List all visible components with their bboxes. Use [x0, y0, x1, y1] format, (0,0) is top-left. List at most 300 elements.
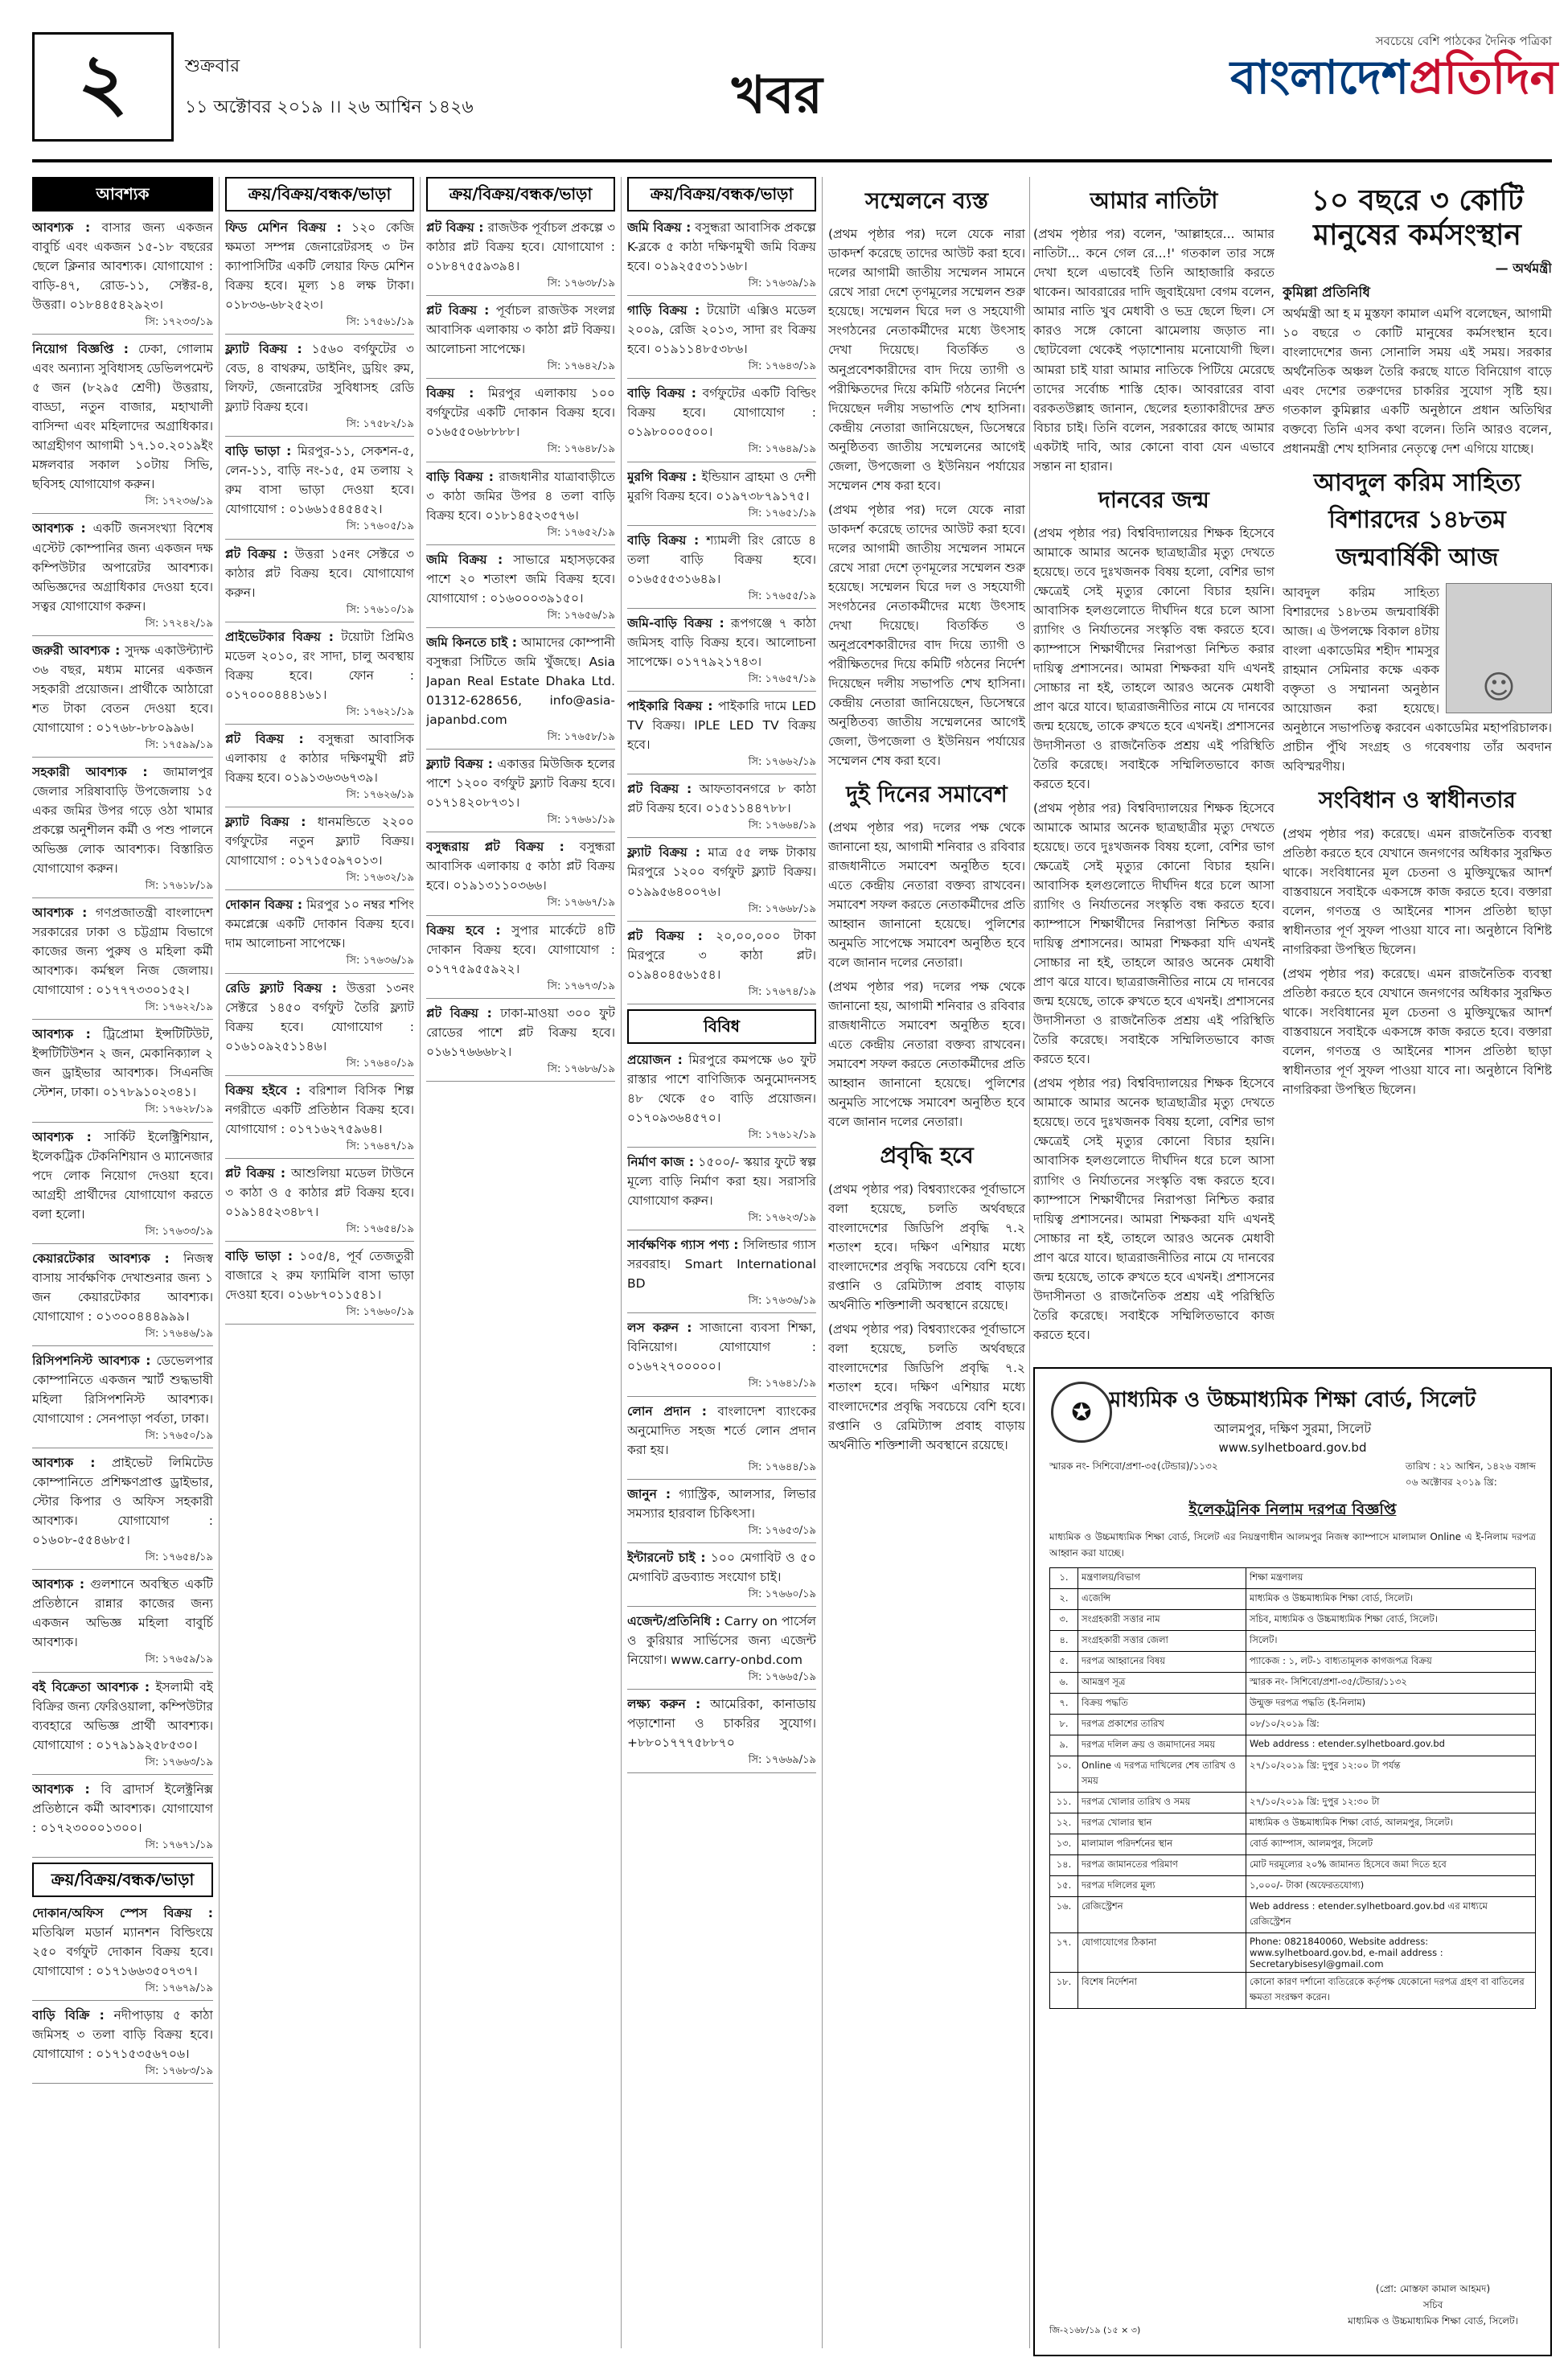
column-divider [1029, 177, 1030, 2348]
ad-ref: সি: ১৭৬৫৫/১৯ [748, 589, 816, 602]
ad-title: ফ্ল্যাট বিক্রয় : [627, 845, 700, 860]
ad-text: ডেভেলপার কোম্পানিতে একজন স্মার্ট শুদ্ধভাষী মহিলা রিসিপশনিস্ট আবশ্যক। যোগাযোগ : সেনপাড়া পর্বতা, ঢাকা। [32, 1353, 213, 1427]
classified-ad [627, 843, 816, 921]
classified-ad [32, 641, 213, 758]
notice-cell: ৫. [1050, 1652, 1078, 1673]
ad-text: রাজউক পূর্বাচল প্রকল্পে ৩ কাঠার প্লট বিক্রয় হবে। যোগাযোগ : ০১৮৪৭৫৫৯৩৯৪। [426, 220, 615, 274]
ad-text: প্রাইভেট লিমিটেড কোম্পানিতে প্রশিক্ষণপ্রাপ্ত ড্রাইভার, স্টোর কিপার ও অফিস সহকারী আবশ্যক। যোগাযোগ : ০১৬০৮-৫৫৪৬৮৫। [32, 1456, 213, 1548]
notice-row [1050, 1756, 1536, 1793]
ad-text: গণপ্রজাতন্ত্রী বাংলাদেশ সরকারের ঢাকা ও চট্টগ্রাম বিভাগে কাজের জন্য পুরুষ ও মহিলা কর্মী আবশ্যক। কর্মস্থল নিজ জেলায়। যোগাযোগ : ০১৭৭৭৩৩০১৫২। [32, 906, 213, 998]
classified-ad [32, 519, 213, 635]
classified-ad [225, 812, 414, 890]
notice-cell: Phone: 0821840060, Website address: www.sylhetboard.gov.bd, e-mail address : Secretarybisesyl@gmail.com [1246, 1933, 1536, 1973]
page-number: ২ [32, 32, 174, 142]
ad-ref: সি: ১৭৬৭৪/১৯ [748, 985, 816, 998]
article-body: (প্রথম পৃষ্ঠার পর) দলে যেকে নারা ডাকদর্শ করেছে তাদের আউট করা হবে। দলের আগামী জাতীয় সম্মেলন সামনে রেখে সারা দেশে তৃণমূলের সম্মেলন শুরু হয়েছে। সম্মেলন ঘিরে দল ও সহযোগী সংগঠনের নেতাকর্মীদের মধ্যে উৎসাহ দেখা দিয়েছে। বিতর্কিত ও অনুপ্রবেশকারীদের বাদ দিয়ে ত্যাগী ও পরীক্ষিতদের দিয়ে কমিটি গঠনের নির্দেশ দিয়েছেন দলীয় সভাপতি শেখ হাসিনা। কেন্দ্রীয় নেতারা জানিয়েছেন, ডিসেম্বরে অনুষ্ঠিতব্য জাতীয় সম্মেলনের আগেই জেলা, উপজেলা ও ইউনিয়ন পর্যায়ের সম্মেলন শেষ করা হবে। [828, 227, 1025, 493]
ad-title: বাড়ি বিক্রয় : [426, 469, 494, 484]
category-heading: ক্রয়/বিক্রয়/বন্ধক/ভাড়া [32, 1863, 213, 1897]
ad-text: বর্গফুটের একটি বিল্ডিং বিক্রয় হবে। যোগাযোগ : ০১৯৮০০০৫০০। [627, 386, 816, 440]
article-headline: প্রবৃদ্ধি হবে [880, 1142, 974, 1169]
ad-text: টয়োটা এক্সিও মডেল ২০০৯, রেজি ২০১৩, সাদা রং বিক্রয় হবে। ০১৯১১৪৮৫৩৮৬। [627, 303, 816, 357]
classified-ad [225, 544, 414, 622]
tender-notice [1033, 1367, 1552, 2356]
ad-ref: সি: ১৭৫৮২/১৯ [346, 418, 414, 431]
notice-cell: দরপত্র আহ্বানের বিষয় [1078, 1652, 1246, 1673]
ad-text: ২০,০০,০০০ টাকা মিরপুরে ৩ কাঠা প্লট। ০১৯৪০৪৫৬১৫৪। [627, 928, 816, 982]
ad-text: সাভারে মহাসড়কের পাশে ২০ শতাংশ জমি বিক্রয় হবে। যোগাযোগ : ০১৬০০০৩৯১৫০। [426, 552, 615, 606]
news-column-1 [828, 177, 1025, 2348]
notice-cell: দরপত্র জামানতের পরিমাণ [1078, 1855, 1246, 1876]
notice-cell: সিলেট। [1246, 1631, 1536, 1652]
notice-cell: মন্ত্রণালয়/বিভাগ [1078, 1568, 1246, 1589]
ad-ref: সি: ১৭৬৬৫/১৯ [748, 1671, 816, 1684]
ad-text: বসুন্ধরা আবাসিক এলাকায় ৫ কাঠার দক্ষিণমুখী প্লট বিক্রয় হবে। ০১৯১৩৬৩৬৭৩৯। [225, 732, 414, 786]
notice-row [1050, 1694, 1536, 1715]
ad-title: প্রয়োজন : [627, 1052, 683, 1067]
notice-cell: Online এ দরপত্র দাখিলের শেষ তারিখ ও সময় [1078, 1756, 1246, 1793]
notice-cell: মাধ্যমিক ও উচ্চমাধ্যমিক শিক্ষা বোর্ড, সিলেট। [1246, 1589, 1536, 1610]
notice-cell: রেজিস্ট্রেশন [1078, 1897, 1246, 1933]
ad-ref: সি: ১৭৬২৮/১৯ [145, 1103, 213, 1116]
article-body: (প্রথম পৃষ্ঠার পর) বিশ্ববিদ্যালয়ের শিক্ষক হিসেবে আমাকে আমার অনেক ছাত্রছাত্রীর মৃত্যু দেখতে হয়েছে। তবে দুঃখজনক বিষয় হলো, বেশির ভাগ ক্ষেত্রেই সেই মৃত্যুর কোনো বিচার হয়নি। আবাসিক হলগুলোতে দীর্ঘদিন ধরে চলে আসা র‌্যাগিং ও নির্যাতনের সংস্কৃতি বন্ধ করতে হবে। ক্যাম্পাসে শিক্ষার্থীদের নিরাপত্তা নিশ্চিত করার দায়িত্ব প্রশাসনের। আমরা শিক্ষকরা যদি এখনই সোচ্চার না হই, তাহলে আরও অনেক মেধাবী প্রাণ ঝরে যাবে। ছাত্ররাজনীতির নামে যে দানবের জন্ম হয়েছে, তাকে রুখতে হবে এখনই। প্রশাসনের উদাসীনতা ও রাজনৈতিক প্রশ্রয় এই পরিস্থিতি তৈরি করেছে। সবাইকে সম্মিলিতভাবে কাজ করতে হবে। [1033, 801, 1275, 1067]
classified-ad [426, 921, 615, 999]
notice-cell: ১৭. [1050, 1933, 1078, 1973]
classified-ad [225, 1081, 414, 1159]
ad-title: ফ্ল্যাট বিক্রয় : [225, 342, 302, 357]
ad-ref: সি: ১৭২৩৬/১৯ [145, 495, 213, 508]
article-body: (প্রথম পৃষ্ঠার পর) করেছে। এমন রাজনৈতিক ব্যবস্থা প্রতিষ্ঠা করতে হবে যেখানে জনগণের অধিকার সুরক্ষিত থাকে। সংবিধানের মূল চেতনা ও মুক্তিযুদ্ধের আদর্শ বাস্তবায়নে সবাইকে একসঙ্গে কাজ করতে হবে। বক্তারা বলেন, গণতন্ত্র ও আইনের শাসন প্রতিষ্ঠা ছাড়া স্বাধীনতার পূর্ণ সুফল পাওয়া যাবে না। অনুষ্ঠানে বিশিষ্ট নাগরিকরা উপস্থিত ছিলেন। [1283, 826, 1552, 957]
notice-cell: ০৮/১০/২০১৯ খ্রি: [1246, 1715, 1536, 1735]
ad-title: বাড়ি বিক্রয় : [627, 532, 700, 548]
notice-cell: সচিব, মাধ্যমিক ও উচ্চমাধ্যমিক শিক্ষা বোর্ড, সিলেট। [1246, 1610, 1536, 1631]
notice-cell: বিশেষ নির্দেশনা [1078, 1973, 1246, 2009]
classified-ad [32, 1025, 213, 1122]
ad-title: গাড়ি বিক্রয় : [627, 303, 700, 318]
ad-title: প্রাইভেটকার বিক্রয় : [225, 629, 334, 644]
classified-ad [627, 1050, 816, 1148]
ad-text: উত্তরা ১৫নং সেক্টরে ৩ কাঠার প্লট বিক্রয় হবে। যোগাযোগ করুন। [225, 546, 414, 600]
ad-ref: সি: ১৭৬৩৮/১৯ [547, 277, 615, 290]
ad-text: ঢাকা-মাওয়া ৩০০ ফুট রোডের পাশে প্লট বিক্রয় হবে। ০১৬১৭৬৬৬৮২। [426, 1005, 615, 1059]
ad-title: বাড়ি ভাড়া : [225, 1249, 293, 1264]
ad-ref: সি: ১৭৬৪১/১৯ [748, 1378, 816, 1390]
classified-column-4 [627, 177, 816, 2348]
classified-ad [627, 1318, 816, 1396]
ad-title: প্লট বিক্রয় : [225, 732, 304, 747]
classified-ad [426, 1004, 615, 1082]
ad-text: আমাদের কোম্পানী বসুন্ধরা সিটিতে জমি খুঁজছে। Asia Japan Real Estate Dhaka Ltd. 01312-628656, info@asia-japanbd.com [426, 635, 615, 727]
ad-title: এজেন্ট/প্রতিনিধি : [627, 1614, 720, 1629]
classified-ad [225, 218, 414, 335]
ad-title: প্লট বিক্রয় : [426, 1005, 492, 1021]
ad-text: বরিশাল বিসিক শিল্প নগরীতে একটি প্রতিষ্ঠান বিক্রয় হবে। যোগাযোগ : ০১৭১৬২৭৫৯৬৪। [225, 1082, 414, 1136]
ad-text: মিরপুর ১০ নম্বর শপিং কমপ্লেক্সে একটি দোকান বিক্রয় হবে। দাম আলোচনা সাপেক্ষে। [225, 897, 414, 951]
article-headline: আবদুল করিম সাহিত্য বিশারদের ১৪৮তম জন্মবার্ষিকী আজ [1313, 468, 1521, 572]
ad-ref: সি: ১৭৬৪৪/১৯ [748, 1460, 816, 1473]
ad-ref: সি: ১৭৬৪০/১৯ [346, 1057, 414, 1070]
ad-text: ১২০ কেজি ক্ষমতা সম্পন্ন জেনারেটরসহ ৩ টন ক্যাপাসিটির একটি লেয়ার ফিড মেশিন বিক্রয় হবে। মূল্য ১৪ লক্ষ টাকা। ০১৮৩৬-৬৮২৫২৩। [225, 220, 414, 313]
ad-ref: সি: ১৭৬৪৯/১৯ [748, 443, 816, 456]
ad-text: মিরপুর-১১, সেকশন-৫, লেন-১১, বাড়ি নং-১৫, ৫ম তলায় ২ রুম বাসা ভাড়া দেওয়া হবে। যোগাযোগ : ০১৬৬১৫৪৫৪৫২। [225, 444, 414, 517]
ad-ref: সি: ১৭৬৮৬/১৯ [547, 1062, 615, 1075]
article-headline: দুই দিনের সমাবেশ [846, 780, 1008, 807]
column-divider [219, 177, 220, 2348]
notice-cell: Web address : etender.sylhetboard.gov.bd [1246, 1735, 1536, 1756]
notice-cell: ১১. [1050, 1793, 1078, 1813]
article-headline: সম্মেলনে ব্যস্ত [865, 187, 988, 214]
classified-ad [627, 384, 816, 462]
notice-cell: কোনো কারণ দর্শানো ব্যতিরেকে কর্তৃপক্ষ যেকোনো দরপত্র গ্রহণ বা বাতিলের ক্ষমতা সংরক্ষণ করেন। [1246, 1973, 1536, 2009]
classified-ad [225, 979, 414, 1076]
notice-cell: ৭. [1050, 1694, 1078, 1715]
ad-text: সার্কিট ইলেক্ট্রিশিয়ান, ইলেকট্রিক টেকনিশিয়ান ও ম্যানেজার পদে লোক নিয়োগ দেওয়া হবে। আগ্রহী প্রার্থীদের যোগাযোগ করতে বলা হলো। [32, 1129, 213, 1222]
ad-text: শ্যামলী রিং রোডে ৪ তলা বাড়ি বিক্রয় হবে। ০১৬৫৫৫৩১৬৪৯। [627, 532, 816, 586]
ad-ref: সি: ১৭৬৬২/১৯ [748, 756, 816, 769]
classified-ad [426, 301, 615, 379]
ad-ref: সি: ১৭৬১২/১৯ [748, 1128, 816, 1141]
classified-column-3 [426, 177, 615, 2348]
notice-signature: (প্রো: মোস্তফা কামাল আহমদ) সচিব মাধ্যমিক ও উচ্চমাধ্যমিক শিক্ষা বোর্ড, সিলেট। [1348, 2283, 1518, 2327]
page-header [32, 16, 1558, 169]
classified-ad [627, 1152, 816, 1230]
ad-title: বাড়ি ভাড়া : [225, 444, 292, 459]
notice-cell: দরপত্র খোলার স্থান [1078, 1813, 1246, 1834]
notice-cell: ১,০০০/- টাকা (অফেরতযোগ্য) [1246, 1876, 1536, 1897]
classified-ad [225, 1164, 414, 1242]
classified-ad [32, 1453, 213, 1570]
ad-text: পাইকারি দামে LED TV বিক্রয়। IPLE LED TV বিক্রয় হবে। [627, 699, 816, 753]
article-body: (প্রথম পৃষ্ঠার পর) বিশ্ববিদ্যালয়ের শিক্ষক হিসেবে আমাকে আমার অনেক ছাত্রছাত্রীর মৃত্যু দেখতে হয়েছে। তবে দুঃখজনক বিষয় হলো, বেশির ভাগ ক্ষেত্রেই সেই মৃত্যুর কোনো বিচার হয়নি। আবাসিক হলগুলোতে দীর্ঘদিন ধরে চলে আসা র‌্যাগিং ও নির্যাতনের সংস্কৃতি বন্ধ করতে হবে। ক্যাম্পাসে শিক্ষার্থীদের নিরাপত্তা নিশ্চিত করার দায়িত্ব প্রশাসনের। আমরা শিক্ষকরা যদি এখনই সোচ্চার না হই, তাহলে আরও অনেক মেধাবী প্রাণ ঝরে যাবে। ছাত্ররাজনীতির নামে যে দানবের জন্ম হয়েছে, তাকে রুখতে হবে এখনই। প্রশাসনের উদাসীনতা ও রাজনৈতিক প্রশ্রয় এই পরিস্থিতি তৈরি করেছে। সবাইকে সম্মিলিতভাবে কাজ করতে হবে। [1033, 1076, 1275, 1342]
notice-row [1050, 1793, 1536, 1813]
notice-row [1050, 1897, 1536, 1933]
ad-title: ফ্ল্যাট বিক্রয় : [225, 815, 306, 830]
notice-row [1050, 1834, 1536, 1855]
ad-text: টয়োটা প্রিমিও মডেল ২০১০, রং সাদা, চালু অবস্থায় বিক্রয় হবে। ফোন : ০১৭০০০৪৪৪১৬১। [225, 629, 414, 702]
ad-text: বাংলাদেশ ব্যাংকের অনুমোদিত সহজ শর্তে লোন প্রদান করা হয়। [627, 1403, 816, 1457]
news-column-3 [1283, 177, 1552, 1359]
notice-cell: দরপত্র দলিলের মূল্য [1078, 1876, 1246, 1897]
ad-title: নির্মাণ কাজ : [627, 1155, 695, 1170]
ad-title: জমি বিক্রয় : [426, 552, 503, 567]
notice-cell: স্মারক নং- সিশিবো/প্রশা-৩৫/টেন্ডার/১১৩২ [1246, 1673, 1536, 1694]
notice-cell: ২. [1050, 1589, 1078, 1610]
classified-ad [426, 550, 615, 628]
ad-title: প্লট বিক্রয় : [225, 1165, 286, 1181]
classified-ad [627, 926, 816, 1004]
classified-ad [32, 1780, 213, 1858]
classified-ad [225, 339, 414, 437]
ad-text: ইন্ডিয়ান ব্রাহমা ও দেশী মুরগি বিক্রয় হবে। ০১৯৭৩৮৭৯১৭৫। [627, 469, 816, 503]
notice-row [1050, 1568, 1536, 1589]
ad-title: প্লট বিক্রয় : [627, 928, 703, 943]
classified-column-2 [225, 177, 414, 2348]
ad-text: বসুন্ধরা আবাসিক প্রকল্পে K-ব্লকে ৫ কাঠা দক্ষিণমুখী জমি বিক্রয় হবে। ০১৯২৫৫৩১১৬৮। [627, 220, 816, 274]
notice-row [1050, 1855, 1536, 1876]
classified-ad [426, 633, 615, 750]
classified-ad [627, 779, 816, 838]
ad-title: আবশ্যক : [32, 906, 88, 921]
ad-title: রিসিপশনিস্ট আবশ্যক : [32, 1353, 151, 1368]
ad-ref: সি: ১৭৬২৬/১৯ [346, 789, 414, 802]
classified-ad [225, 1247, 414, 1325]
notice-cell: ১৮. [1050, 1973, 1078, 2009]
ad-text: ১০৫/৪, পূর্ব তেজতুরী বাজারে ২ রুম ফ্যামিলি বাসা ভাড়া দেওয়া হবে। ০১৬৮৭০১১৫৪১। [225, 1249, 414, 1303]
ad-title: ইন্টারনেট চাই : [627, 1550, 706, 1565]
ad-title: আবশ্যক : [32, 1456, 96, 1471]
ad-title: পাইকারি বিক্রয় : [627, 699, 713, 714]
ad-text: সিলিন্ডার গ্যাস সরবরাহ। Smart International BD [627, 1238, 816, 1292]
notice-cell: শিক্ষা মন্ত্রণালয় [1246, 1568, 1536, 1589]
ad-title: বসুন্ধরায় প্লট বিক্রয় : [426, 840, 564, 855]
ad-ref: সি: ১৭৬৩৩/১৯ [145, 1225, 213, 1238]
ad-title: লোন প্রদান : [627, 1403, 707, 1419]
notice-cell: বোর্ড ক্যাম্পাস, আলমপুর, সিলেট [1246, 1834, 1536, 1855]
ad-title: জমি কিনতে চাই : [426, 635, 518, 650]
notice-cell: ১৫. [1050, 1876, 1078, 1897]
classified-ad [627, 1694, 816, 1772]
notice-row [1050, 1933, 1536, 1973]
notice-cell: আমন্ত্রণ সূত্র [1078, 1673, 1246, 1694]
notice-row [1050, 1652, 1536, 1673]
ad-title: বাড়ি বিক্রয় : [627, 386, 697, 401]
ad-text: নদীপাড়ায় ৫ কাঠা জমিসহ ৩ তলা বাড়ি বিক্রয় হবে। যোগাযোগ : ০১৭১৫৩৫৬৭০৬। [32, 2008, 213, 2062]
notice-cell: ৬. [1050, 1673, 1078, 1694]
ad-ref: সি: ১৭৬৪৩/১৯ [748, 360, 816, 373]
ad-title: বই বিক্রেতা আবশ্যক : [32, 1679, 150, 1694]
ad-ref: সি: ১৭৬৪৬/১৯ [145, 1327, 213, 1340]
ad-title: রেডি ফ্ল্যাট বিক্রয় : [225, 980, 337, 996]
ad-ref: সি: ১৭৬১৮/১৯ [145, 880, 213, 893]
ad-ref: সি: ১৭৬২১/১৯ [346, 705, 414, 718]
ad-title: সহকারী আবশ্যক : [32, 764, 148, 779]
notice-intro: মাধ্যমিক ও উচ্চমাধ্যমিক শিক্ষা বোর্ড, সিলেট এর নিয়ন্ত্রণাধীন আলমপুর নিজস্ব ক্যাম্পাসে মালামাল Online এ ই-নিলাম দরপত্র আহ্বান করা যাচ্ছে। [1049, 1531, 1536, 1559]
notice-cell: সংগ্রহকারী সত্তার জেলা [1078, 1631, 1246, 1652]
article-body: (প্রথম পৃষ্ঠার পর) বিশ্বব্যাংকের পূর্বাভাসে বলা হয়েছে, চলতি অর্থবছরে বাংলাদেশের জিডিপি প্রবৃদ্ধি ৭.২ শতাংশ হবে। দক্ষিণ এশিয়ার মধ্যে বাংলাদেশের প্রবৃদ্ধি সবচেয়ে বেশি হবে। রপ্তানি ও রেমিট্যান্স প্রবাহ বাড়ায় অর্থনীতি শক্তিশালী অবস্থানে রয়েছে। [828, 1181, 1025, 1312]
ad-ref: সি: ১৭৬৫২/১৯ [547, 526, 615, 539]
ad-ref: সি: ১৭৫৯৯/১৯ [145, 738, 213, 751]
classified-ad [32, 1575, 213, 1672]
ad-ref: সি: ১৭৬৭১/১৯ [145, 1838, 213, 1851]
notice-ref-no: স্মারক নং- সিশিবো/প্রশা-৩৫(টেন্ডার)/১১৩২ [1049, 1460, 1218, 1472]
ad-text: পূর্বাচল রাজউক সংলগ্ন আবাসিক এলাকায় ৩ কাঠা প্লট বিক্রয়। আলোচনা সাপেক্ষে। [426, 303, 615, 357]
notice-table [1049, 1567, 1536, 2009]
classified-ad [627, 467, 816, 526]
article-body: (প্রথম পৃষ্ঠার পর) বিশ্ববিদ্যালয়ের শিক্ষক হিসেবে আমাকে আমার অনেক ছাত্রছাত্রীর মৃত্যু দেখতে হয়েছে। তবে দুঃখজনক বিষয় হলো, বেশির ভাগ ক্ষেত্রেই সেই মৃত্যুর কোনো বিচার হয়নি। আবাসিক হলগুলোতে দীর্ঘদিন ধরে চলে আসা র‌্যাগিং ও নির্যাতনের সংস্কৃতি বন্ধ করতে হবে। ক্যাম্পাসে শিক্ষার্থীদের নিরাপত্তা নিশ্চিত করার দায়িত্ব প্রশাসনের। আমরা শিক্ষকরা যদি এখনই সোচ্চার না হই, তাহলে আরও অনেক মেধাবী প্রাণ ঝরে যাবে। ছাত্ররাজনীতির নামে যে দানবের জন্ম হয়েছে, তাকে রুখতে হবে এখনই। প্রশাসনের উদাসীনতা ও রাজনৈতিক প্রশ্রয় এই পরিস্থিতি তৈরি করেছে। সবাইকে সম্মিলিতভাবে কাজ করতে হবে। [1033, 525, 1275, 792]
ad-title: বিক্রয় হবে : [426, 922, 501, 938]
ad-ref: সি: ১৭৬৬৩/১৯ [145, 1756, 213, 1768]
article-body: (প্রথম পৃষ্ঠার পর) করেছে। এমন রাজনৈতিক ব্যবস্থা প্রতিষ্ঠা করতে হবে যেখানে জনগণের অধিকার সুরক্ষিত থাকে। সংবিধানের মূল চেতনা ও মুক্তিযুদ্ধের আদর্শ বাস্তবায়নে সবাইকে একসঙ্গে কাজ করতে হবে। বক্তারা বলেন, গণতন্ত্র ও আইনের শাসন প্রতিষ্ঠা ছাড়া স্বাধীনতার পূর্ণ সুফল পাওয়া যাবে না। অনুষ্ঠানে বিশিষ্ট নাগরিকরা উপস্থিত ছিলেন। [1283, 966, 1552, 1097]
category-heading: ক্রয়/বিক্রয়/বন্ধক/ভাড়া [225, 177, 414, 212]
ad-text: আফতাবনগরে ৮ কাঠা প্লট বিক্রয় হবে। ০১৫১১৪৪৭৮৮। [627, 782, 816, 816]
classified-ad [32, 1904, 213, 2001]
notice-cell: ৯. [1050, 1735, 1078, 1756]
ad-text: সাজানো ব্যবসা শিক্ষা, বিনিয়োগ। যোগাযোগ : ০১৬৭২৭০০০০০। [627, 1320, 816, 1374]
notice-cell: এজেন্সি [1078, 1589, 1246, 1610]
ad-title: লস করুন : [627, 1320, 692, 1336]
ad-ref: সি: ১৭৬৫৬/১৯ [547, 609, 615, 622]
ad-ref: সি: ১৭৬৫০/১৯ [145, 1430, 213, 1443]
notice-cell: ২৭/১০/২০১৯ খ্রি: দুপুর ১২:৩০ টা [1246, 1793, 1536, 1813]
notice-ref-row [1049, 1460, 1536, 1492]
news-column-2 [1033, 177, 1275, 1359]
ad-text: গ্যাস্ট্রিক, আলসার, লিভার সমস্যার হারবাল চিকিৎসা। [627, 1486, 816, 1521]
ad-text: বাসার জন্য একজন বাবুর্চি এবং একজন ১৫-১৮ বছরের ছেলে ক্লিনার আবশ্যক। যোগাযোগ : বাড়ি-৪৭, রোড-১১, সেক্টর-৪, উত্তরা। ০১৮৪৪৫৪২৯২৩। [32, 220, 213, 313]
article-place: কুমিল্লা প্রতিনিধি [1283, 285, 1370, 302]
classified-ad [32, 1351, 213, 1448]
classified-column-1 [32, 177, 213, 2348]
ad-text: ইসলামী বই বিক্রির জন্য ফেরিওয়ালা, কম্পিউটার ব্যবহারে অভিজ্ঞ প্রার্থী আবশ্যক। যোগাযোগ : ০১৭৯১৯২৫৮৫৩০। [32, 1679, 213, 1752]
classified-ad [32, 1249, 213, 1346]
ad-title: জমি-বাড়ি বিক্রয় : [627, 615, 724, 630]
date-label: ১১ অক্টোবর ২০১৯ ।। ২৬ আশ্বিন ১৪২৬ [185, 97, 474, 117]
notice-cell: ১৪. [1050, 1855, 1078, 1876]
masthead [1230, 32, 1558, 105]
article-headline: ১০ বছরে ৩ কোটি মানুষের কর্মসংস্থান [1311, 184, 1524, 253]
ad-text: ১০০ মেগাবিট ও ৫০ মেগাবিট ব্রডব্যান্ড সংযোগ চাই। [627, 1550, 816, 1584]
classified-ad [627, 1485, 816, 1543]
classified-ad [627, 1612, 816, 1690]
ad-title: জরুরী আবশ্যক : [32, 643, 121, 658]
classified-ad [32, 762, 213, 898]
notice-cell: ১. [1050, 1568, 1078, 1589]
classified-ad [32, 339, 213, 514]
ad-title: নিয়োগ বিজ্ঞপ্তি : [32, 342, 129, 357]
article-headline: আমার নাতিটা [1090, 187, 1218, 214]
ad-ref: সি: ১৭৬৬০/১৯ [748, 1588, 816, 1600]
notice-cell: ২৭/১০/২০১৯ খ্রি: দুপুর ১২:০০ টা পর্যন্ত [1246, 1756, 1536, 1793]
classified-ad [627, 531, 816, 609]
notice-cell: প্যাকেজ : ১, লট-১ বাধ্যতামূলক কাগজপত্র বিক্রয় [1246, 1652, 1536, 1673]
ad-ref: সি: ১৭৬৭৩/১৯ [547, 980, 615, 992]
ad-title: আবশ্যক : [32, 1577, 85, 1592]
classified-ad [32, 903, 213, 1020]
ad-ref: সি: ১৭৬৫৭/১৯ [748, 672, 816, 685]
ad-text: গুলশানে অবস্থিত একটি প্রতিষ্ঠানে রান্নার কাজের জন্য একজন অভিজ্ঞ মহিলা বাবুর্চি আবশ্যক। [32, 1577, 213, 1650]
notice-row [1050, 1735, 1536, 1756]
notice-row [1050, 1610, 1536, 1631]
ad-title: আবশ্যক : [32, 521, 86, 536]
notice-cell: ১০. [1050, 1756, 1078, 1793]
classified-ad [225, 895, 414, 973]
ad-text: ধানমন্ডিতে ২২০০ বর্গফুটের নতুন ফ্ল্যাট বিক্রয়। যোগাযোগ : ০১৭১৫০৯৭০১৩। [225, 815, 414, 869]
ad-title: বিক্রয় হইবে : [225, 1082, 301, 1098]
ad-text: আশুলিয়া মডেল টাউনে ৩ কাঠা ও ৫ কাঠার প্লট বিক্রয় হবে। ০১৯১৪৫২৩৪৮৭। [225, 1165, 414, 1219]
ad-ref: সি: ১৭৬৬০/১৯ [346, 1306, 414, 1319]
ad-title: প্লট বিক্রয় : [627, 782, 692, 797]
ad-text: রূপগঞ্জে ৭ কাঠা জমিসহ বাড়ি বিক্রয় হবে। আলোচনা সাপেক্ষে। ০১৭৭৯২১৭৪৩। [627, 615, 816, 669]
category-heading: ক্রয়/বিক্রয়/বন্ধক/ভাড়া [627, 177, 816, 212]
ad-title: মুরগি বিক্রয় : [627, 469, 697, 484]
classified-ad [627, 696, 816, 774]
ad-title: ফিড মেশিন বিক্রয় : [225, 220, 342, 235]
ad-text: মাত্র ৫৫ লক্ষ টাকায় মিরপুরে ১২০০ বর্গফুট ফ্ল্যাট বিক্রয়। ০১৯৯৫৬৪০০৭৬। [627, 845, 816, 899]
notice-cell: Web address : etender.sylhetboard.gov.bd এর মাধ্যমে রেজিস্ট্রেশন [1246, 1897, 1536, 1933]
notice-address: আলমপুর, দক্ষিণ সুরমা, সিলেট [1213, 1421, 1372, 1436]
ad-text: মিরপুরে কমপক্ষে ৬০ ফুট রাস্তার পাশে বাণিজ্যিক অনুমোদনসহ ৪৮ থেকে ৫০ বাড়ি প্রয়োজন। ০১৭০৯৩৬৪৫৭০। [627, 1052, 816, 1125]
classified-ad [32, 1678, 213, 1775]
notice-cell: ১২. [1050, 1813, 1078, 1834]
notice-cell: উন্মুক্ত দরপত্র পদ্ধতি (ই-নিলাম) [1246, 1694, 1536, 1715]
notice-cell: সংগ্রহকারী সত্তার নাম [1078, 1610, 1246, 1631]
masthead-tagline: সবচেয়ে বেশি পাঠকের দৈনিক পত্রিকা [1375, 34, 1552, 48]
ad-ref: সি: ১৭৬৬১/১৯ [547, 814, 615, 827]
article-body: অর্থমন্ত্রী আ হ ম মুস্তফা কামাল এমপি বলেছেন, আগামী ১০ বছরে ৩ কোটি মানুষের কর্মসংস্থান হবে। বাংলাদেশের জন্য সোনালি সময় এই সময়। সরকার অর্থনৈতিক অঞ্চল তৈরি করছে যাতে বিনিয়োগ বাড়ে এবং দেশের তরুণদের চাকরির সুযোগ সৃষ্টি হয়। গতকাল কুমিল্লার একটি অনুষ্ঠানে প্রধান অতিথির বক্তব্যে তিনি এসব কথা বলেন। তিনি আরও বলেন, প্রধানমন্ত্রী শেখ হাসিনার নেতৃত্বে দেশ এগিয়ে যাচ্ছে। [1283, 306, 1552, 456]
article-body: (প্রথম পৃষ্ঠার পর) দলের পক্ষ থেকে জানানো হয়, আগামী শনিবার ও রবিবার রাজধানীতে সমাবেশ অনুষ্ঠিত হবে। এতে কেন্দ্রীয় নেতারা বক্তব্য রাখবেন। সমাবেশ সফল করতে নেতাকর্মীদের প্রতি আহ্বান জানানো হয়েছে। পুলিশের অনুমতি সাপেক্ষে সমাবেশ অনুষ্ঠিত হবে বলে জানান দলের নেতারা। [828, 980, 1025, 1130]
ad-text: জামালপুর জেলার সরিষাবাড়ি উপজেলায় ১৫ একর জমির উপর গড়ে ওঠা খামার প্রকল্পে অনুশীলন কর্মী ও পশু পালনে অভিজ্ঞ লোক আবশ্যক। বিস্তারিত যোগাযোগ করুন। [32, 764, 213, 876]
notice-board-name: মাধ্যমিক ও উচ্চমাধ্যমিক শিক্ষা বোর্ড, সিলেট [1109, 1388, 1476, 1412]
board-seal-icon: ✪ [1051, 1382, 1112, 1443]
ad-title: বিক্রয় : [426, 386, 474, 401]
ad-title: আবশ্যক : [32, 1781, 90, 1797]
ad-title: আবশ্যক : [32, 1027, 91, 1042]
ad-title: দোকান বিক্রয় : [225, 897, 303, 913]
classified-ad [426, 384, 615, 462]
ad-ref: সি: ১৭৬৬৮/১৯ [748, 902, 816, 915]
ad-ref: সি: ১৭৬৭৯/১৯ [145, 1982, 213, 1995]
classified-ad [627, 1402, 816, 1480]
header-rule [32, 159, 1552, 162]
ad-ref: সি: ১৭৬২২/১৯ [145, 1001, 213, 1014]
classified-ad [627, 614, 816, 692]
ad-title: প্লট বিক্রয় : [426, 303, 490, 318]
ad-ref: সি: ১৭২৩৩/১৯ [145, 316, 213, 329]
ad-title: প্লট বিক্রয় : [426, 220, 484, 235]
ad-text: Carry on পার্সেল ও কুরিয়ার সার্ভিসের জন্য এজেন্ট নিয়োগ। www.carry-onbd.com [627, 1614, 816, 1668]
ad-text: বি ব্রাদার্স ইলেক্ট্রনিক্স প্রতিষ্ঠানে কর্মী আবশ্যক। যোগাযোগ : ০১৭২৩০০০১৩০০। [32, 1781, 213, 1835]
ad-text: নিজস্ব বাসায় সার্বক্ষণিক দেখাশুনার জন্য ১ জন কেয়ারটেকার আবশ্যক। যোগাযোগ : ০১৩০০৪৪৪৯৯৯। [32, 1251, 213, 1324]
ad-ref: সি: ১৭৫৬১/১৯ [346, 316, 414, 329]
ad-ref: সি: ১৭৬৮৩/১৯ [145, 2065, 213, 2078]
ad-title: আবশ্যক : [32, 1129, 92, 1144]
notice-row [1050, 1973, 1536, 2009]
ad-text: উত্তরা ১৩নং সেক্টরে ১৪৫০ বর্গফুট তৈরি ফ্ল্যাট বিক্রয় হবে। যোগাযোগ : ০১৬১০৯২৫১১৪৬। [225, 980, 414, 1054]
category-heading: ক্রয়/বিক্রয়/বন্ধক/ভাড়া [426, 177, 615, 212]
notice-website[interactable]: www.sylhetboard.gov.bd [1218, 1440, 1367, 1455]
ad-text: ঢেকা, গোলাম এবং অন্যান্য সুবিধাসহ ডেভিলপমেন্ট ৫ জন (৮২৯৫ শ্রেণী) উত্তরায়, বাড্ডা, নতুন বাজার, মহাখালী বাসিন্দা এবং মহিলাদের অগ্রাধিকার। আগ্রহীগণ আগামী ১৭.১০.২০১৯ইং মঙ্গলবার সকাল ১০টায় সিভি, ছবিসহ যোগাযোগ করুন। [32, 342, 213, 492]
notice-row [1050, 1715, 1536, 1735]
ad-title: প্লট বিক্রয় : [225, 546, 289, 561]
notice-cell: ৪. [1050, 1631, 1078, 1652]
notice-cell: বিক্রয় পদ্ধতি [1078, 1694, 1246, 1715]
ad-ref: সি: ১৭৬৩৯/১৯ [748, 277, 816, 290]
ad-text: একাত্তর মিউজিক হলের পাশে ১২০০ বর্গফুট ফ্ল্যাট বিক্রয় হবে। ০১৭১৪২০৮৭৩১। [426, 757, 615, 811]
notice-row [1050, 1589, 1536, 1610]
notice-cell: দরপত্র দলিল ক্রয় ও জমাদানের সময় [1078, 1735, 1246, 1756]
ad-ref: সি: ১৭৬৫৩/১৯ [748, 1524, 816, 1537]
ad-ref: সি: ১৭৬৫৯/১৯ [145, 1653, 213, 1666]
ad-title: ফ্ল্যাট বিক্রয় : [426, 757, 493, 772]
ad-ref: সি: ১৭৬৩৬/১৯ [748, 1295, 816, 1308]
classified-ad [426, 754, 615, 832]
classified-ad [32, 1127, 213, 1244]
ad-ref: সি: ১৭৬৫৮/১৯ [547, 731, 615, 744]
notice-cell: মোট দরমূল্যের ২০% জামানত হিসেবে জমা দিতে হবে [1246, 1855, 1536, 1876]
ad-title: আবশ্যক : [32, 220, 91, 235]
column-divider [621, 177, 622, 2348]
ad-text: ১৫০০/- স্কয়ার ফুটে স্বল্প মূল্যে বাড়ি নির্মাণ করা হয়। সরাসরি যোগাযোগ করুন। [627, 1155, 816, 1209]
classified-ad [32, 218, 213, 335]
ad-ref: সি: ১৭৬৫৪/১৯ [346, 1223, 414, 1236]
notice-row [1050, 1673, 1536, 1694]
category-heading: আবশ্যক [32, 177, 213, 212]
ad-text: মিরপুর এলাকায় ১০০ বর্গফুটের একটি দোকান বিক্রয় হবে। ০১৬৫৫০৬৮৮৮৮। [426, 386, 615, 440]
ad-ref: সি: ১৭৬৬৯/১৯ [748, 1754, 816, 1767]
ad-ref: সি: ১৭৬৩২/১৯ [346, 872, 414, 885]
classified-ad [426, 218, 615, 296]
notice-code: জি-২১৬৮/১৯ (১৫ × ৩) [1049, 2325, 1141, 2335]
notice-cell: ৮. [1050, 1715, 1078, 1735]
portrait-photo: ☺ [1446, 583, 1552, 713]
